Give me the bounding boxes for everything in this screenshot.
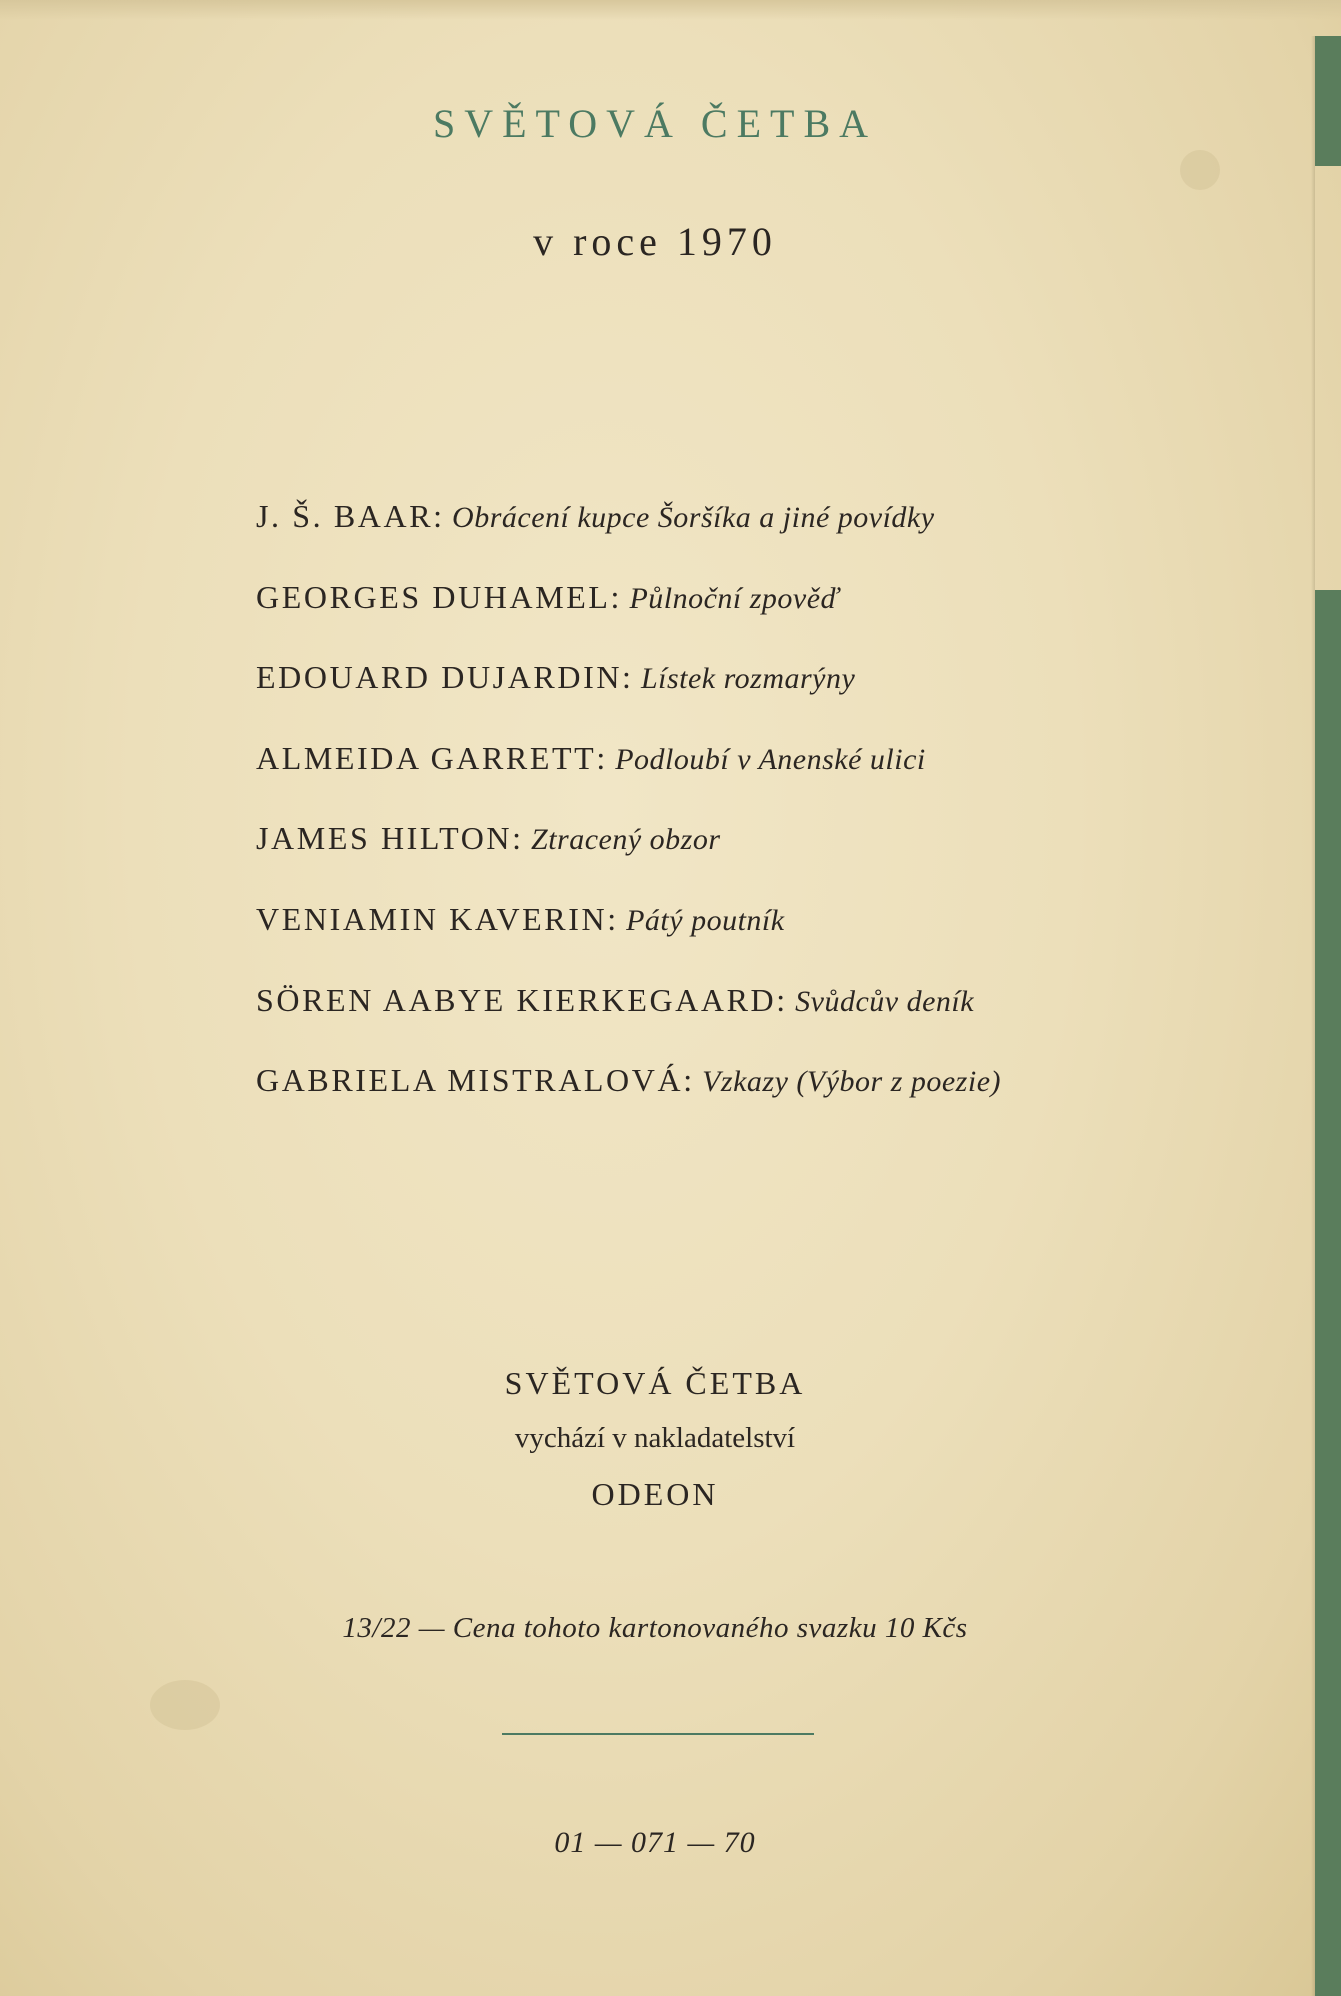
publisher-series-name: SVĚTOVÁ ČETBA <box>504 1365 806 1401</box>
book-separator: : <box>512 820 522 857</box>
spine-shadow <box>1311 36 1315 1996</box>
book-entry <box>256 728 1001 788</box>
book-author: EDOUARD DUJARDIN <box>256 659 623 696</box>
book-title: Lístek rozmarýny <box>640 662 856 696</box>
book-author: ALMEIDA GARRETT <box>256 739 597 776</box>
book-entry <box>256 970 1001 1030</box>
publisher-line: vychází v nakladatelství <box>514 1422 796 1454</box>
green-spine-stripe <box>1315 590 1341 1996</box>
series-title: SVĚTOVÁ ČETBA <box>432 101 878 146</box>
publisher-name: ODEON <box>591 1476 719 1512</box>
catalog-code: 01 — 071 — 70 <box>554 1826 756 1859</box>
book-author: VENIAMIN KAVERIN <box>256 900 608 937</box>
green-divider <box>502 1733 814 1735</box>
book-title: Podloubí v Anenské ulici <box>615 742 926 776</box>
book-entry <box>256 567 1001 627</box>
publisher-block <box>0 1358 1310 1519</box>
book-author: JAMES HILTON <box>256 820 513 857</box>
green-spine-stripe-top <box>1315 36 1341 166</box>
book-entry <box>256 808 1001 868</box>
book-title: Ztracený obzor <box>531 823 721 857</box>
book-title: Obrácení kupce Šoršíka a jiné povídky <box>452 501 935 534</box>
book-entry <box>256 889 1001 949</box>
book-separator: : <box>433 498 443 534</box>
book-separator: : <box>683 1062 693 1099</box>
book-title: Vzkazy (Výbor z poezie) <box>702 1065 1001 1099</box>
book-separator: : <box>596 739 606 776</box>
book-author: J. Š. BAAR <box>256 498 434 534</box>
book-separator: : <box>776 981 786 1018</box>
book-title: Půlnoční zpověď <box>629 581 840 615</box>
book-separator: : <box>610 578 620 615</box>
paper-top-edge <box>0 0 1341 20</box>
book-separator: : <box>622 659 631 696</box>
book-author: GEORGES DUHAMEL <box>256 578 611 615</box>
book-author: GABRIELA MISTRALOVÁ <box>256 1062 684 1099</box>
book-entry <box>256 1050 1001 1110</box>
book-entry <box>256 486 1001 546</box>
book-list <box>256 486 1001 1131</box>
book-author: SÖREN AABYE KIERKEGAARD <box>256 981 777 1018</box>
paper-stain <box>1180 150 1220 190</box>
year-line: v roce 1970 <box>533 219 777 264</box>
price-line: 13/22 — Cena tohoto kartonovaného svazku 10 Kčs <box>342 1612 968 1644</box>
book-separator: : <box>607 900 617 937</box>
book-title: Pátý poutník <box>626 903 785 937</box>
book-entry <box>256 647 1001 707</box>
book-title: Svůdcův deník <box>795 984 975 1018</box>
paper-stain <box>150 1680 220 1730</box>
